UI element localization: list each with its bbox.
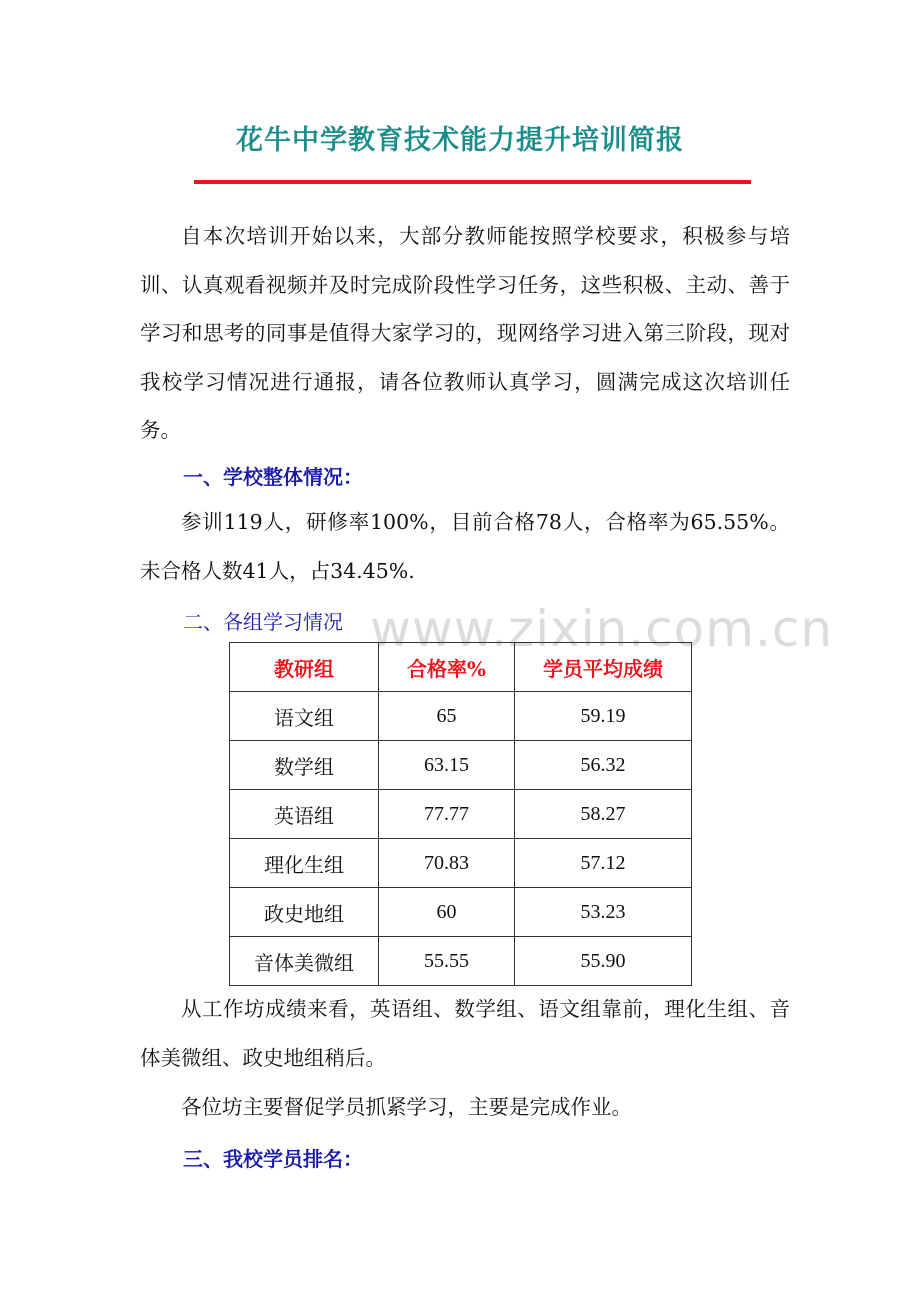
section-1-text: 参训119人，研修率100%，目前合格78人，合格率为65.55%。未合格人数41人，占34.45%. [140, 510, 790, 583]
group-name-cell: 政史地组 [230, 888, 379, 937]
pass-rate-cell: 77.77 [379, 790, 515, 839]
average-score-cell: 58.27 [515, 790, 692, 839]
title-divider [194, 180, 751, 184]
table-row [230, 888, 692, 937]
pass-rate-cell: 55.55 [379, 937, 515, 986]
group-name-cell: 语文组 [230, 692, 379, 741]
column-header-pass-rate: 合格率% [379, 643, 515, 692]
column-header-average-score: 学员平均成绩 [515, 643, 692, 692]
section-1-heading: 一、学校整体情况： [183, 465, 363, 489]
average-score-cell: 55.90 [515, 937, 692, 986]
group-results-table [229, 642, 692, 986]
table-row [230, 741, 692, 790]
group-name-cell: 英语组 [230, 790, 379, 839]
section-2-summary: 从工作坊成绩来看，英语组、数学组、语文组靠前，理化生组、音体美微组、政史地组稍后。 [140, 997, 790, 1070]
section-2-heading: 二、各组学习情况 [183, 610, 343, 634]
average-score-cell: 53.23 [515, 888, 692, 937]
pass-rate-cell: 60 [379, 888, 515, 937]
table-row [230, 790, 692, 839]
pass-rate-cell: 65 [379, 692, 515, 741]
column-header-group: 教研组 [230, 643, 379, 692]
group-name-cell: 数学组 [230, 741, 379, 790]
table-row [230, 839, 692, 888]
average-score-cell: 57.12 [515, 839, 692, 888]
section-2-note: 各位坊主要督促学员抓紧学习，主要是完成作业。 [181, 1095, 632, 1119]
table-header-row [230, 643, 692, 692]
table-row [230, 937, 692, 986]
intro-paragraph: 自本次培训开始以来，大部分教师能按照学校要求，积极参与培训、认真观看视频并及时完成阶段性学习任务，这些积极、主动、善于学习和思考的同事是值得大家学习的，现网络学习进入第三阶段，现对我校学习情况进行通报，请各位教师认真学习，圆满完成这次培训任务。 [140, 224, 790, 442]
pass-rate-cell: 70.83 [379, 839, 515, 888]
average-score-cell: 59.19 [515, 692, 692, 741]
section-3-heading: 三、我校学员排名： [183, 1147, 363, 1171]
average-score-cell: 56.32 [515, 741, 692, 790]
table-row [230, 692, 692, 741]
group-name-cell: 音体美微组 [230, 937, 379, 986]
document-title: 花牛中学教育技术能力提升培训简报 [236, 125, 684, 156]
site-watermark: www.zixin.com.cn [370, 600, 834, 658]
group-name-cell: 理化生组 [230, 839, 379, 888]
pass-rate-cell: 63.15 [379, 741, 515, 790]
